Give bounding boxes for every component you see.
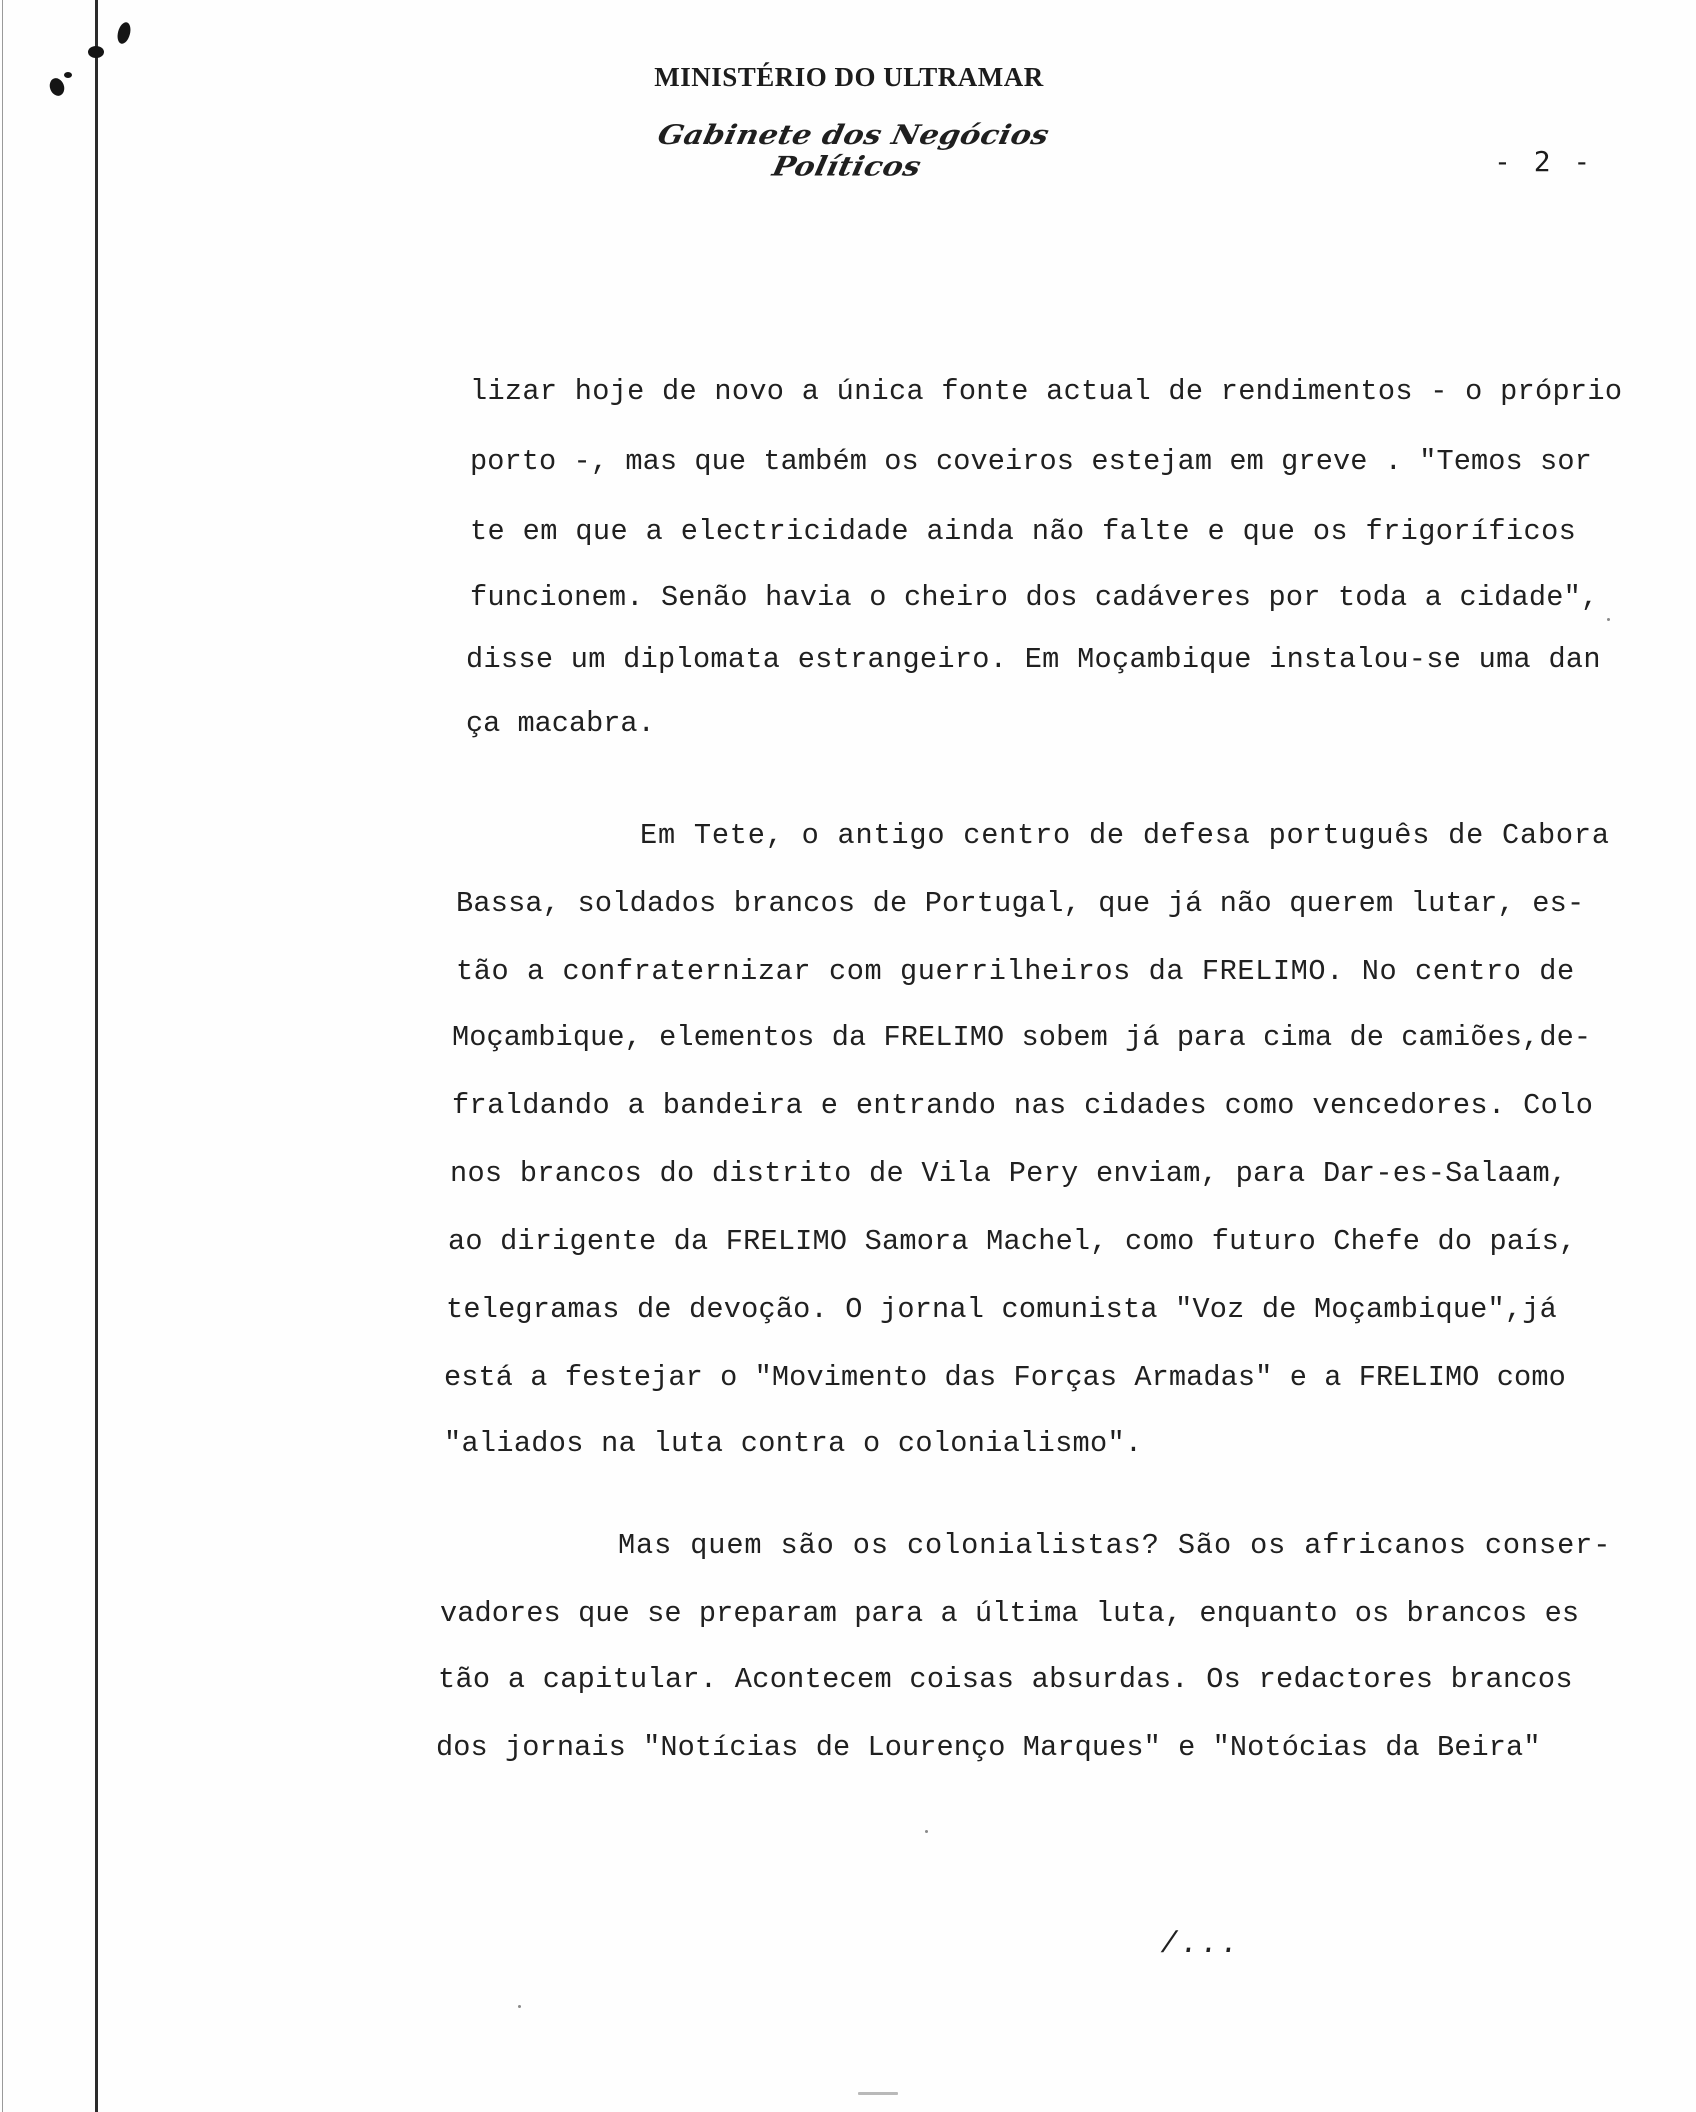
text-line: nos brancos do distrito de Vila Pery enviam, para Dar-es-Salaam, [450, 1157, 1568, 1190]
paper-speck [1607, 618, 1610, 621]
text-line: dos jornais "Notícias de Lourenço Marques" e "Notócias da Beira" [436, 1731, 1541, 1764]
text-line: Moçambique, elementos da FRELIMO sobem já para cima de camiões,de- [452, 1021, 1592, 1054]
text-line: lizar hoje de novo a única fonte actual de rendimentos - o próprio [470, 375, 1623, 408]
text-line: está a festejar o "Movimento das Forças Armadas" e a FRELIMO como [444, 1361, 1566, 1394]
text-line: tão a confraternizar com guerrilheiros da FRELIMO. No centro de [456, 955, 1575, 988]
letterhead-cabinet: Gabinete dos Negócios Políticos [654, 119, 1052, 183]
continuation-mark: /... [1157, 1928, 1243, 1962]
text-line: "aliados na luta contra o colonialismo". [444, 1427, 1143, 1460]
text-line: te em que a electricidade ainda não falte e que os frigoríficos [470, 515, 1577, 548]
ink-mark [115, 21, 132, 45]
text-line: fraldando a bandeira e entrando nas cidades como vencedores. Colo [452, 1089, 1594, 1122]
text-line: telegramas de devoção. O jornal comunista "Voz de Moçambique",já [446, 1293, 1557, 1326]
paper-speck [858, 2092, 898, 2095]
letterhead-ministry: MINISTÉRIO DO ULTRAMAR [654, 62, 1044, 92]
left-page-edge [2, 0, 3, 2112]
text-line: Em Tete, o antigo centro de defesa português de Cabora [640, 819, 1610, 852]
paper-speck [925, 1830, 928, 1833]
text-line: porto -, mas que também os coveiros estejam em greve . "Temos sor [470, 445, 1592, 478]
paper-speck [518, 2005, 521, 2008]
text-line: ça macabra. [466, 707, 655, 740]
text-line: funcionem. Senão havia o cheiro dos cadáveres por toda a cidade", [470, 581, 1599, 614]
ink-mark [88, 46, 104, 58]
text-line: vadores que se preparam para a última luta, enquanto os brancos es [440, 1597, 1580, 1630]
text-line: ao dirigente da FRELIMO Samora Machel, como futuro Chefe do país, [448, 1225, 1577, 1258]
text-line: Bassa, soldados brancos de Portugal, que já não querem lutar, es- [456, 887, 1585, 920]
page-number: - 2 - [1494, 145, 1594, 178]
text-line: tão a capitular. Acontecem coisas absurdas. Os redactores brancos [438, 1663, 1573, 1696]
left-margin-rule [95, 0, 98, 2112]
text-line: disse um diplomata estrangeiro. Em Moçambique instalou-se uma dan [466, 643, 1601, 676]
text-line: Mas quem são os colonialistas? São os africanos conser- [618, 1529, 1612, 1562]
